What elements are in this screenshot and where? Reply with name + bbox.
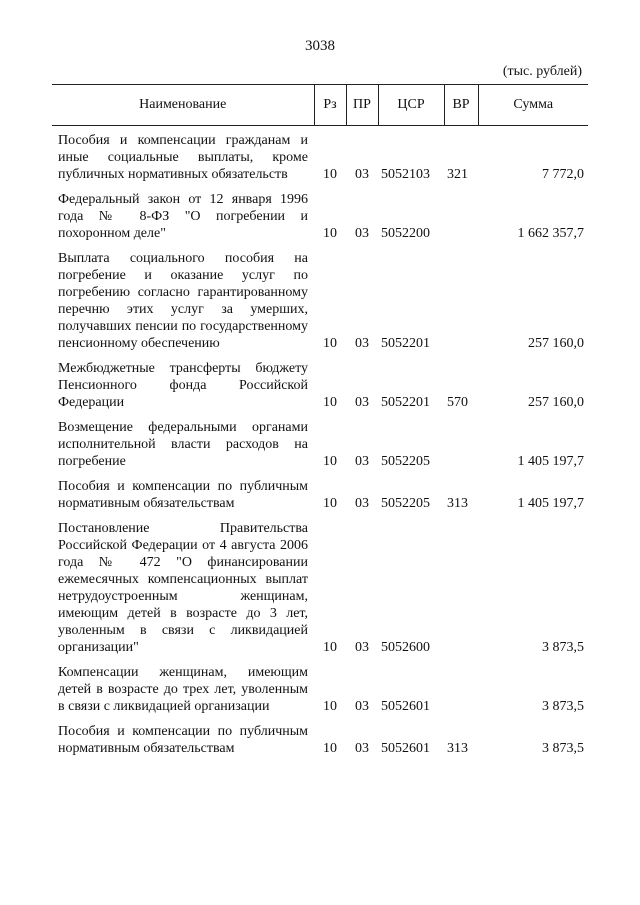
row-csr: 5052601 (381, 699, 430, 714)
row-name: Пособия и компенсации по публичным нормативным обязательствам (58, 479, 308, 511)
row-csr: 5052201 (381, 336, 430, 351)
table-row (52, 411, 588, 470)
row-pr: 03 (355, 167, 369, 182)
row-sum: 3 873,5 (542, 699, 584, 714)
row-pr: 03 (355, 496, 369, 511)
row-name: Межбюджетные трансферты бюджету Пенсионного фонда Российской Федерации (58, 361, 308, 410)
row-rz: 10 (323, 336, 337, 351)
page-number: 3038 (305, 38, 335, 54)
table-row (52, 183, 588, 242)
header-pr: ПР (346, 85, 378, 126)
header-csr: ЦСР (378, 85, 444, 126)
row-csr: 5052600 (381, 640, 430, 655)
table-header (52, 85, 588, 126)
row-pr: 03 (355, 741, 369, 756)
row-sum: 1 405 197,7 (517, 496, 584, 511)
row-sum: 3 873,5 (542, 640, 584, 655)
row-rz: 10 (323, 395, 337, 410)
row-name: Постановление Правительства Российской Федерации от 4 августа 2006 года № 472 "О финансировании ежемесячных компенсационных выплат нетрудоустроенным женщинам, имеющим детей в возрасте до 3 лет, уволенным в связи с ликвидацией организации" (58, 521, 308, 655)
row-rz: 10 (323, 454, 337, 469)
table-row (52, 242, 588, 352)
row-vr (444, 512, 478, 656)
header-name: Наименование (52, 85, 314, 126)
row-pr: 03 (355, 699, 369, 714)
row-name: Компенсации женщинам, имеющим детей в возрасте до трех лет, уволенным в связи с ликвидацией организации (58, 665, 308, 714)
row-sum: 257 160,0 (528, 336, 584, 351)
row-vr (444, 656, 478, 715)
row-vr: 321 (447, 167, 468, 182)
row-name: Пособия и компенсации по публичным нормативным обязательствам (58, 724, 308, 756)
row-csr: 5052205 (381, 496, 430, 511)
table-row (52, 512, 588, 656)
row-vr (444, 411, 478, 470)
row-rz: 10 (323, 699, 337, 714)
row-rz: 10 (323, 226, 337, 241)
row-vr: 570 (447, 395, 468, 410)
row-vr: 313 (447, 741, 468, 756)
row-sum: 1 662 357,7 (517, 226, 584, 241)
header-sum: Сумма (478, 85, 588, 126)
table-row (52, 715, 588, 757)
row-csr: 5052200 (381, 226, 430, 241)
row-pr: 03 (355, 395, 369, 410)
table-row (52, 656, 588, 715)
row-pr: 03 (355, 640, 369, 655)
row-sum: 1 405 197,7 (517, 454, 584, 469)
header-vr: ВР (444, 85, 478, 126)
row-name: Возмещение федеральными органами исполнительной власти расходов на погребение (58, 420, 308, 469)
table-body (52, 126, 588, 758)
row-pr: 03 (355, 226, 369, 241)
row-csr: 5052601 (381, 741, 430, 756)
row-rz: 10 (323, 640, 337, 655)
row-name: Выплата социального пособия на погребение и оказание услуг по погребению согласно гарантированному перечню этих услуг за умерших, получавших пенсии по государственному пенсионному обеспечению (58, 251, 308, 351)
row-vr (444, 242, 478, 352)
table-row (52, 126, 588, 184)
row-csr: 5052205 (381, 454, 430, 469)
row-rz: 10 (323, 741, 337, 756)
row-rz: 10 (323, 167, 337, 182)
row-name: Пособия и компенсации гражданам и иные социальные выплаты, кроме публичных нормативных обязательств (58, 133, 308, 182)
row-csr: 5052103 (381, 167, 430, 182)
header-rz: Рз (314, 85, 346, 126)
row-sum: 7 772,0 (542, 167, 584, 182)
units-label: (тыс. рублей) (502, 64, 582, 79)
row-sum: 257 160,0 (528, 395, 584, 410)
row-sum: 3 873,5 (542, 741, 584, 756)
row-vr (444, 183, 478, 242)
table-row (52, 352, 588, 411)
row-csr: 5052201 (381, 395, 430, 410)
row-pr: 03 (355, 454, 369, 469)
table-row (52, 470, 588, 512)
row-name: Федеральный закон от 12 января 1996 года № 8-ФЗ "О погребении и похоронном деле" (58, 192, 308, 241)
row-pr: 03 (355, 336, 369, 351)
row-rz: 10 (323, 496, 337, 511)
budget-table (52, 84, 588, 757)
row-vr: 313 (447, 496, 468, 511)
